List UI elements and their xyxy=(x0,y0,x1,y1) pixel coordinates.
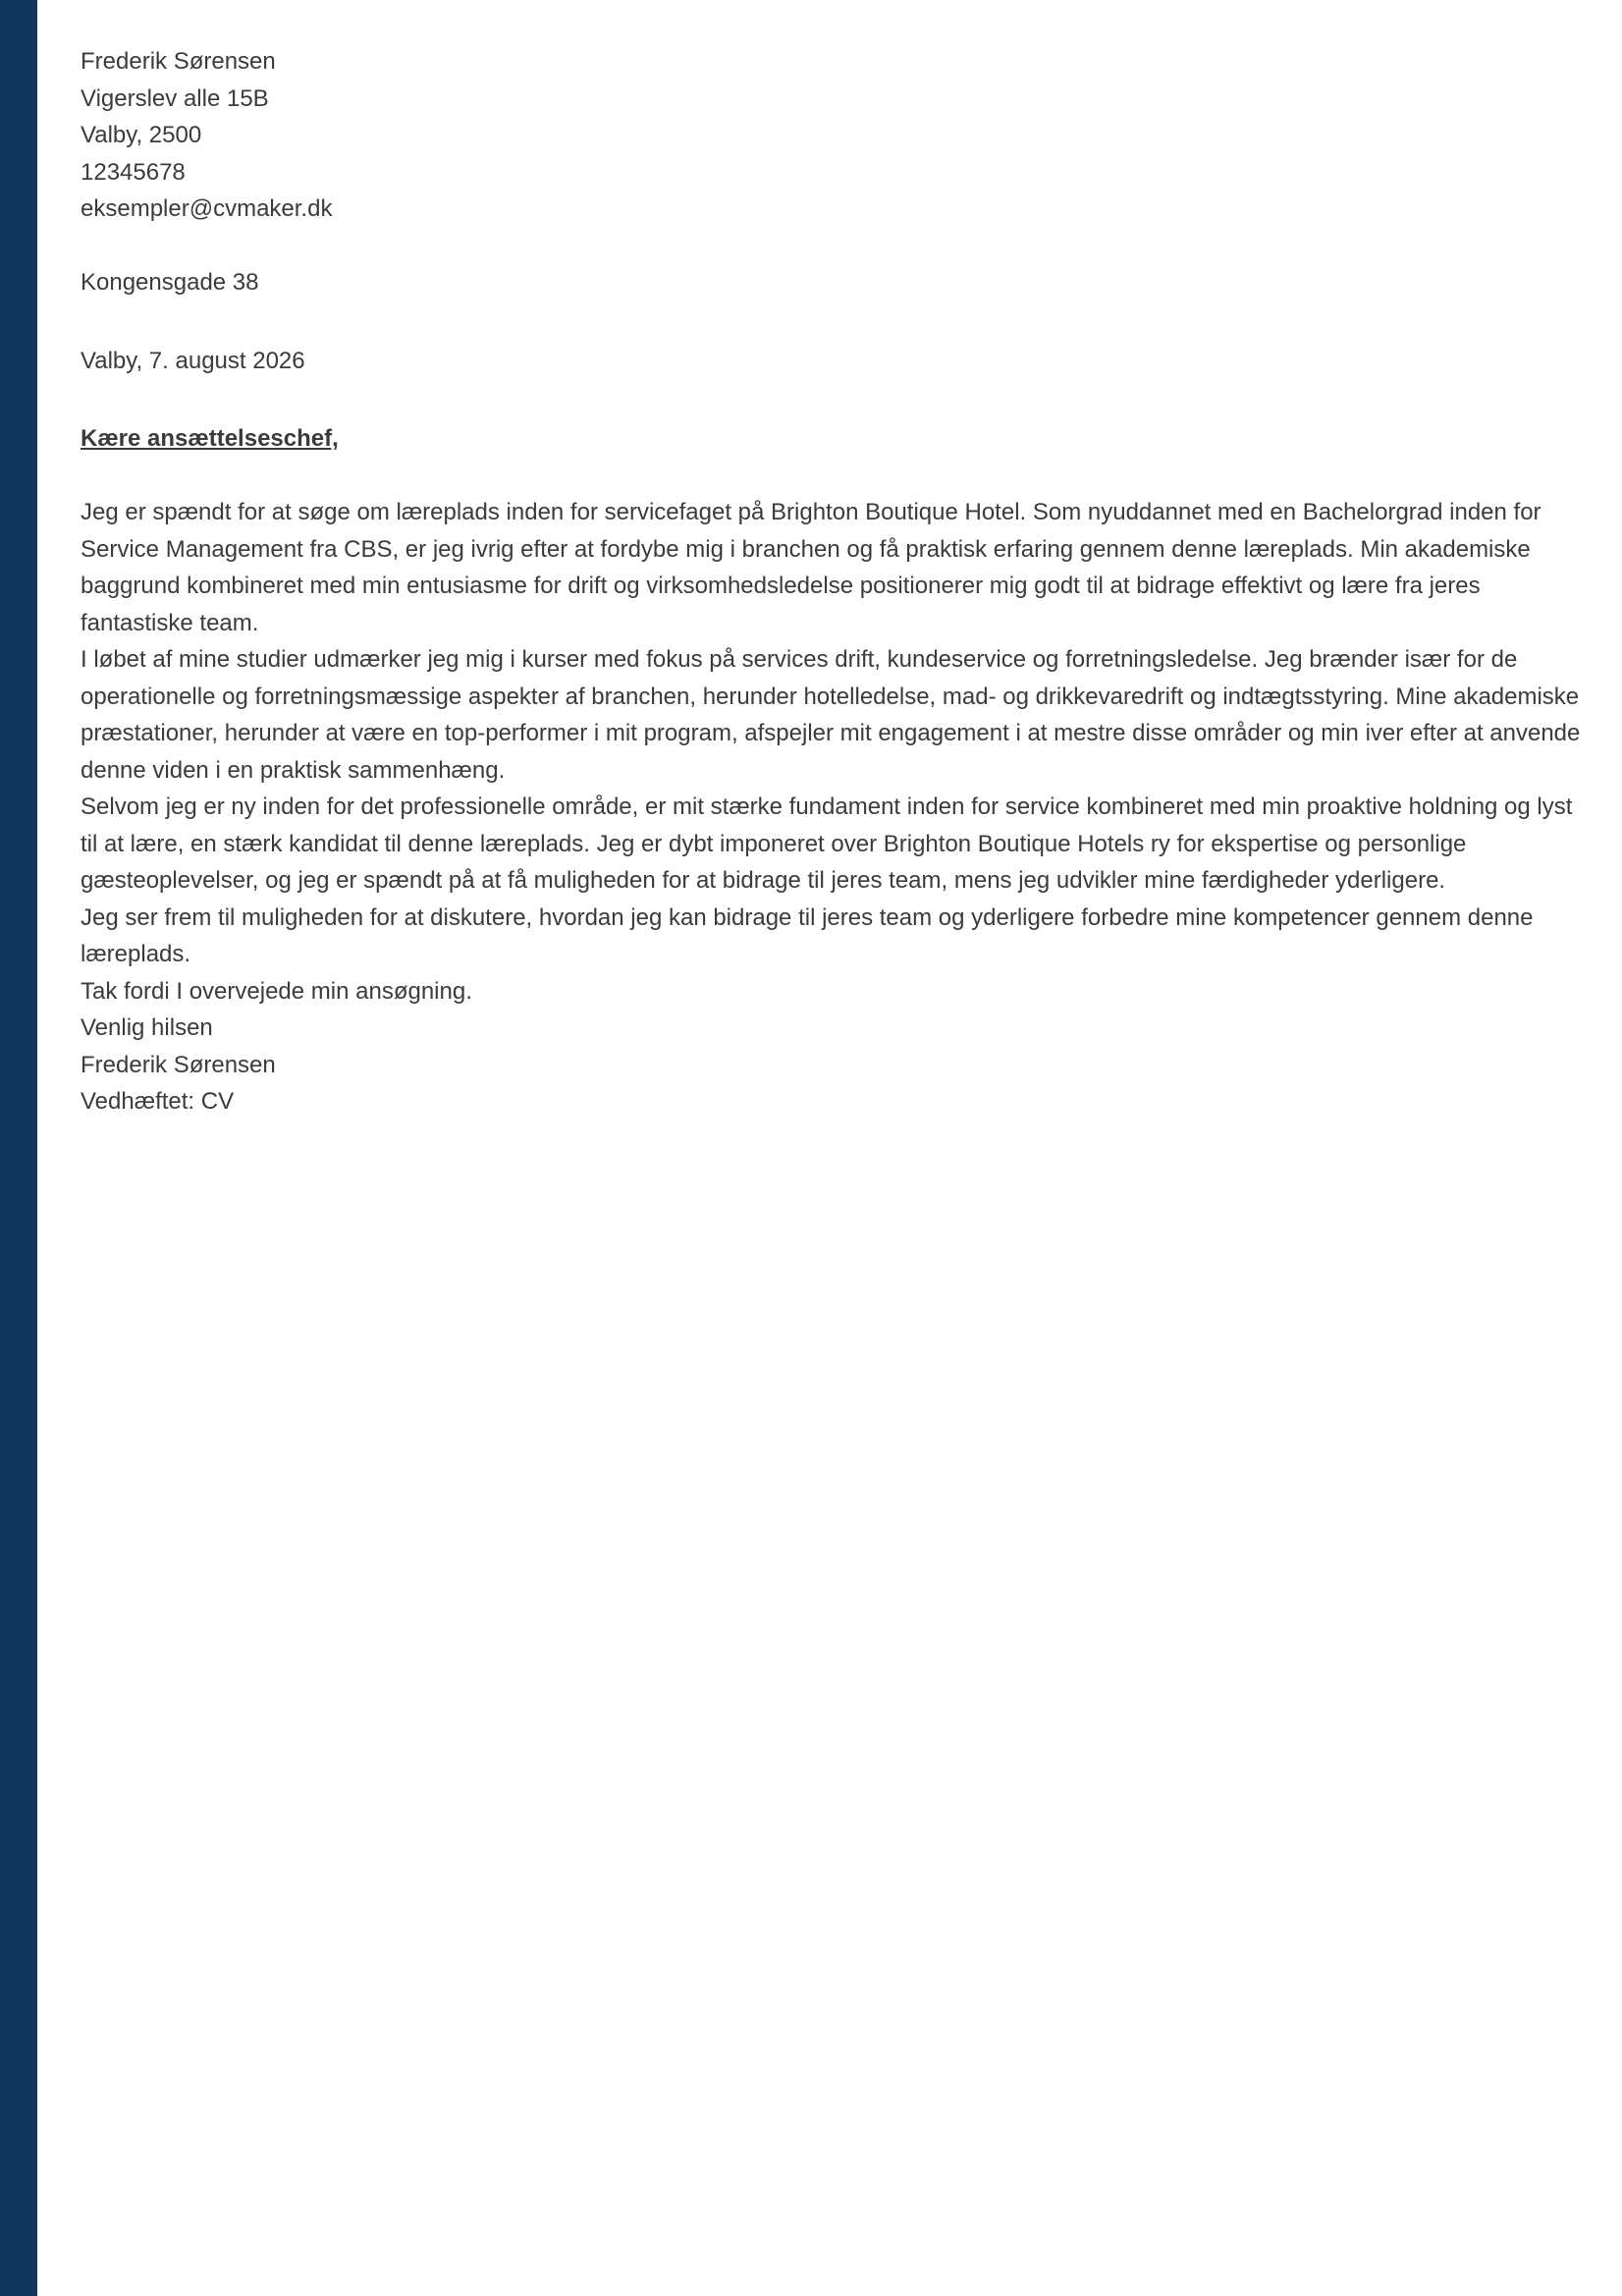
body-paragraph-3: Selvom jeg er ny inden for det professionelle område, er mit stærke fundament inden for service kombineret med min proaktive holdning og lyst til at lære, en stærk kandidat til denne læreplads. Jeg er dybt imponeret over Brighton Boutique Hotels ry for ekspertise og personlige gæsteoplevelser, og jeg er spændt på at få muligheden for at bidrage til jeres team, mens jeg udvikler mine færdigheder yderligere. xyxy=(81,793,1573,894)
sender-email: eksempler@cvmaker.dk xyxy=(81,195,333,222)
body-paragraph-1: Jeg er spændt for at søge om læreplads inden for servicefaget på Brighton Boutique Hotel. Som nyuddannet med en Bachelorgrad inden for Service Management fra CBS, er jeg ivrig efter at fordybe mig i branchen og få praktisk erfaring gennem denne læreplads. Min akademiske baggrund kombineret med min entusiasme for drift og virksomhedsledelse positionerer mig godt til at bidrage effektivt og lære fra jeres fantastiske team. xyxy=(81,499,1541,636)
greeting: Kære ansættelseschef, xyxy=(81,425,339,452)
sender-city: Valby, 2500 xyxy=(81,122,202,148)
sender-block xyxy=(81,43,1593,228)
recipient-address: Kongensgade 38 xyxy=(81,269,259,296)
sender-name: Frederik Sørensen xyxy=(81,48,276,75)
attachment-note: Vedhæftet: CV xyxy=(81,1088,235,1115)
sender-phone: 12345678 xyxy=(81,158,186,186)
body-paragraph-5: Tak fordi I overvejede min ansøgning. xyxy=(81,977,472,1005)
body-paragraph-2: I løbet af mine studier udmærker jeg mig i kurser med fokus på services drift, kundeservice og forretningsledelse. Jeg brænder især for de operationelle og forretningsmæssige aspekter af branchen, herunder hotelledelse, mad- og drikkevaredrift og indtægtsstyring. Mine akademiske præstationer, herunder at være en top-performer i mit program, afspejler mit engagement i at mestre disse områder og min iver efter at anvende denne viden i en praktisk sammenhæng. xyxy=(81,646,1581,784)
cover-letter xyxy=(81,43,1593,1121)
date-line: Valby, 7. august 2026 xyxy=(81,347,305,374)
closing: Venlig hilsen xyxy=(81,1014,213,1041)
body-paragraph-4: Jeg ser frem til muligheden for at diskutere, hvordan jeg kan bidrage til jeres team og yderligere forbedre mine kompetencer gennem denne læreplads. xyxy=(81,903,1534,967)
sender-street: Vigerslev alle 15B xyxy=(81,84,269,112)
accent-sidebar xyxy=(0,0,37,2296)
signature: Frederik Sørensen xyxy=(81,1051,276,1078)
